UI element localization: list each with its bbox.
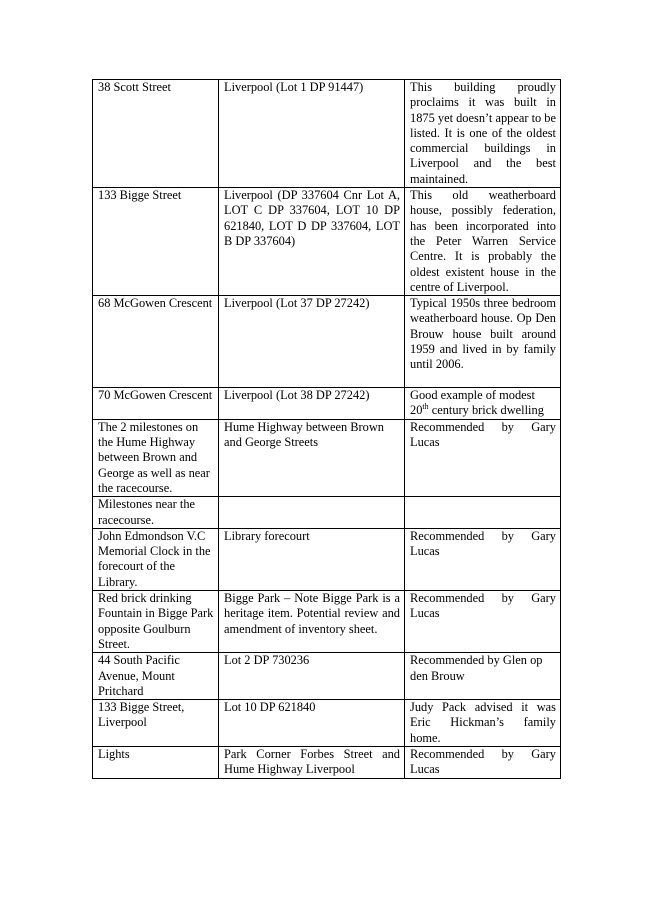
- address-cell: Hume Highway between Brown and George Streets: [219, 419, 405, 496]
- address-cell: Liverpool (DP 337604 Cnr Lot A, LOT C DP 337604, LOT 10 DP 621840, LOT D DP 337604, LOT B DP 337604): [219, 188, 405, 296]
- address-cell: Lot 10 DP 621840: [219, 700, 405, 747]
- table-row: [93, 80, 561, 188]
- address-cell: Liverpool (Lot 38 DP 27242): [219, 388, 405, 420]
- comment-cell: Recommended by Gary Lucas: [405, 746, 561, 778]
- comment-cell: Typical 1950s three bedroom weatherboard house. Op Den Brouw house built around 1959 and lived in by family until 2006.: [405, 296, 561, 388]
- table-row: [93, 528, 561, 590]
- comment-cell: Recommended by Gary Lucas: [405, 419, 561, 496]
- location-cell: Milestones near the racecourse.: [93, 497, 219, 529]
- table-row: [93, 419, 561, 496]
- location-cell: 133 Bigge Street, Liverpool: [93, 700, 219, 747]
- location-cell: The 2 milestones on the Hume Highway between Brown and George as well as near the racecourse.: [93, 419, 219, 496]
- comment-cell: [405, 497, 561, 529]
- comment-cell: Recommended by Glen op den Brouw: [405, 653, 561, 700]
- table-row: [93, 188, 561, 296]
- location-cell: 133 Bigge Street: [93, 188, 219, 296]
- table-row: [93, 591, 561, 653]
- address-cell: Liverpool (Lot 1 DP 91447): [219, 80, 405, 188]
- comment-cell: This old weatherboard house, possibly federation, has been incorporated into the Peter Warren Service Centre. It is probably the oldest existent house in the centre of Liverpool.: [405, 188, 561, 296]
- location-cell: Red brick drinking Fountain in Bigge Park opposite Goulburn Street.: [93, 591, 219, 653]
- address-cell: Library forecourt: [219, 528, 405, 590]
- location-cell: 70 McGowen Crescent: [93, 388, 219, 420]
- comment-cell: This building proudly proclaims it was built in 1875 yet doesn’t appear to be listed. It is one of the oldest commercial buildings in Liverpool and the best maintained.: [405, 80, 561, 188]
- table-row: [93, 296, 561, 388]
- address-cell: Bigge Park – Note Bigge Park is a heritage item. Potential review and amendment of inventory sheet.: [219, 591, 405, 653]
- table-row: [93, 653, 561, 700]
- location-cell: 68 McGowen Crescent: [93, 296, 219, 388]
- table-row: [93, 700, 561, 747]
- comment-cell: Recommended by Gary Lucas: [405, 528, 561, 590]
- heritage-items-table: [92, 79, 561, 779]
- location-cell: Lights: [93, 746, 219, 778]
- location-cell: John Edmondson V.C Memorial Clock in the forecourt of the Library.: [93, 528, 219, 590]
- address-cell: Lot 2 DP 730236: [219, 653, 405, 700]
- comment-cell: Good example of modest 20th century brick dwelling: [405, 388, 561, 420]
- table-row: [93, 746, 561, 778]
- comment-cell: Judy Pack advised it was Eric Hickman’s family home.: [405, 700, 561, 747]
- address-cell: Park Corner Forbes Street and Hume Highway Liverpool: [219, 746, 405, 778]
- comment-cell: Recommended by Gary Lucas: [405, 591, 561, 653]
- address-cell: [219, 497, 405, 529]
- table-row: [93, 388, 561, 420]
- table-row: [93, 497, 561, 529]
- address-cell: Liverpool (Lot 37 DP 27242): [219, 296, 405, 388]
- location-cell: 44 South Pacific Avenue, Mount Pritchard: [93, 653, 219, 700]
- location-cell: 38 Scott Street: [93, 80, 219, 188]
